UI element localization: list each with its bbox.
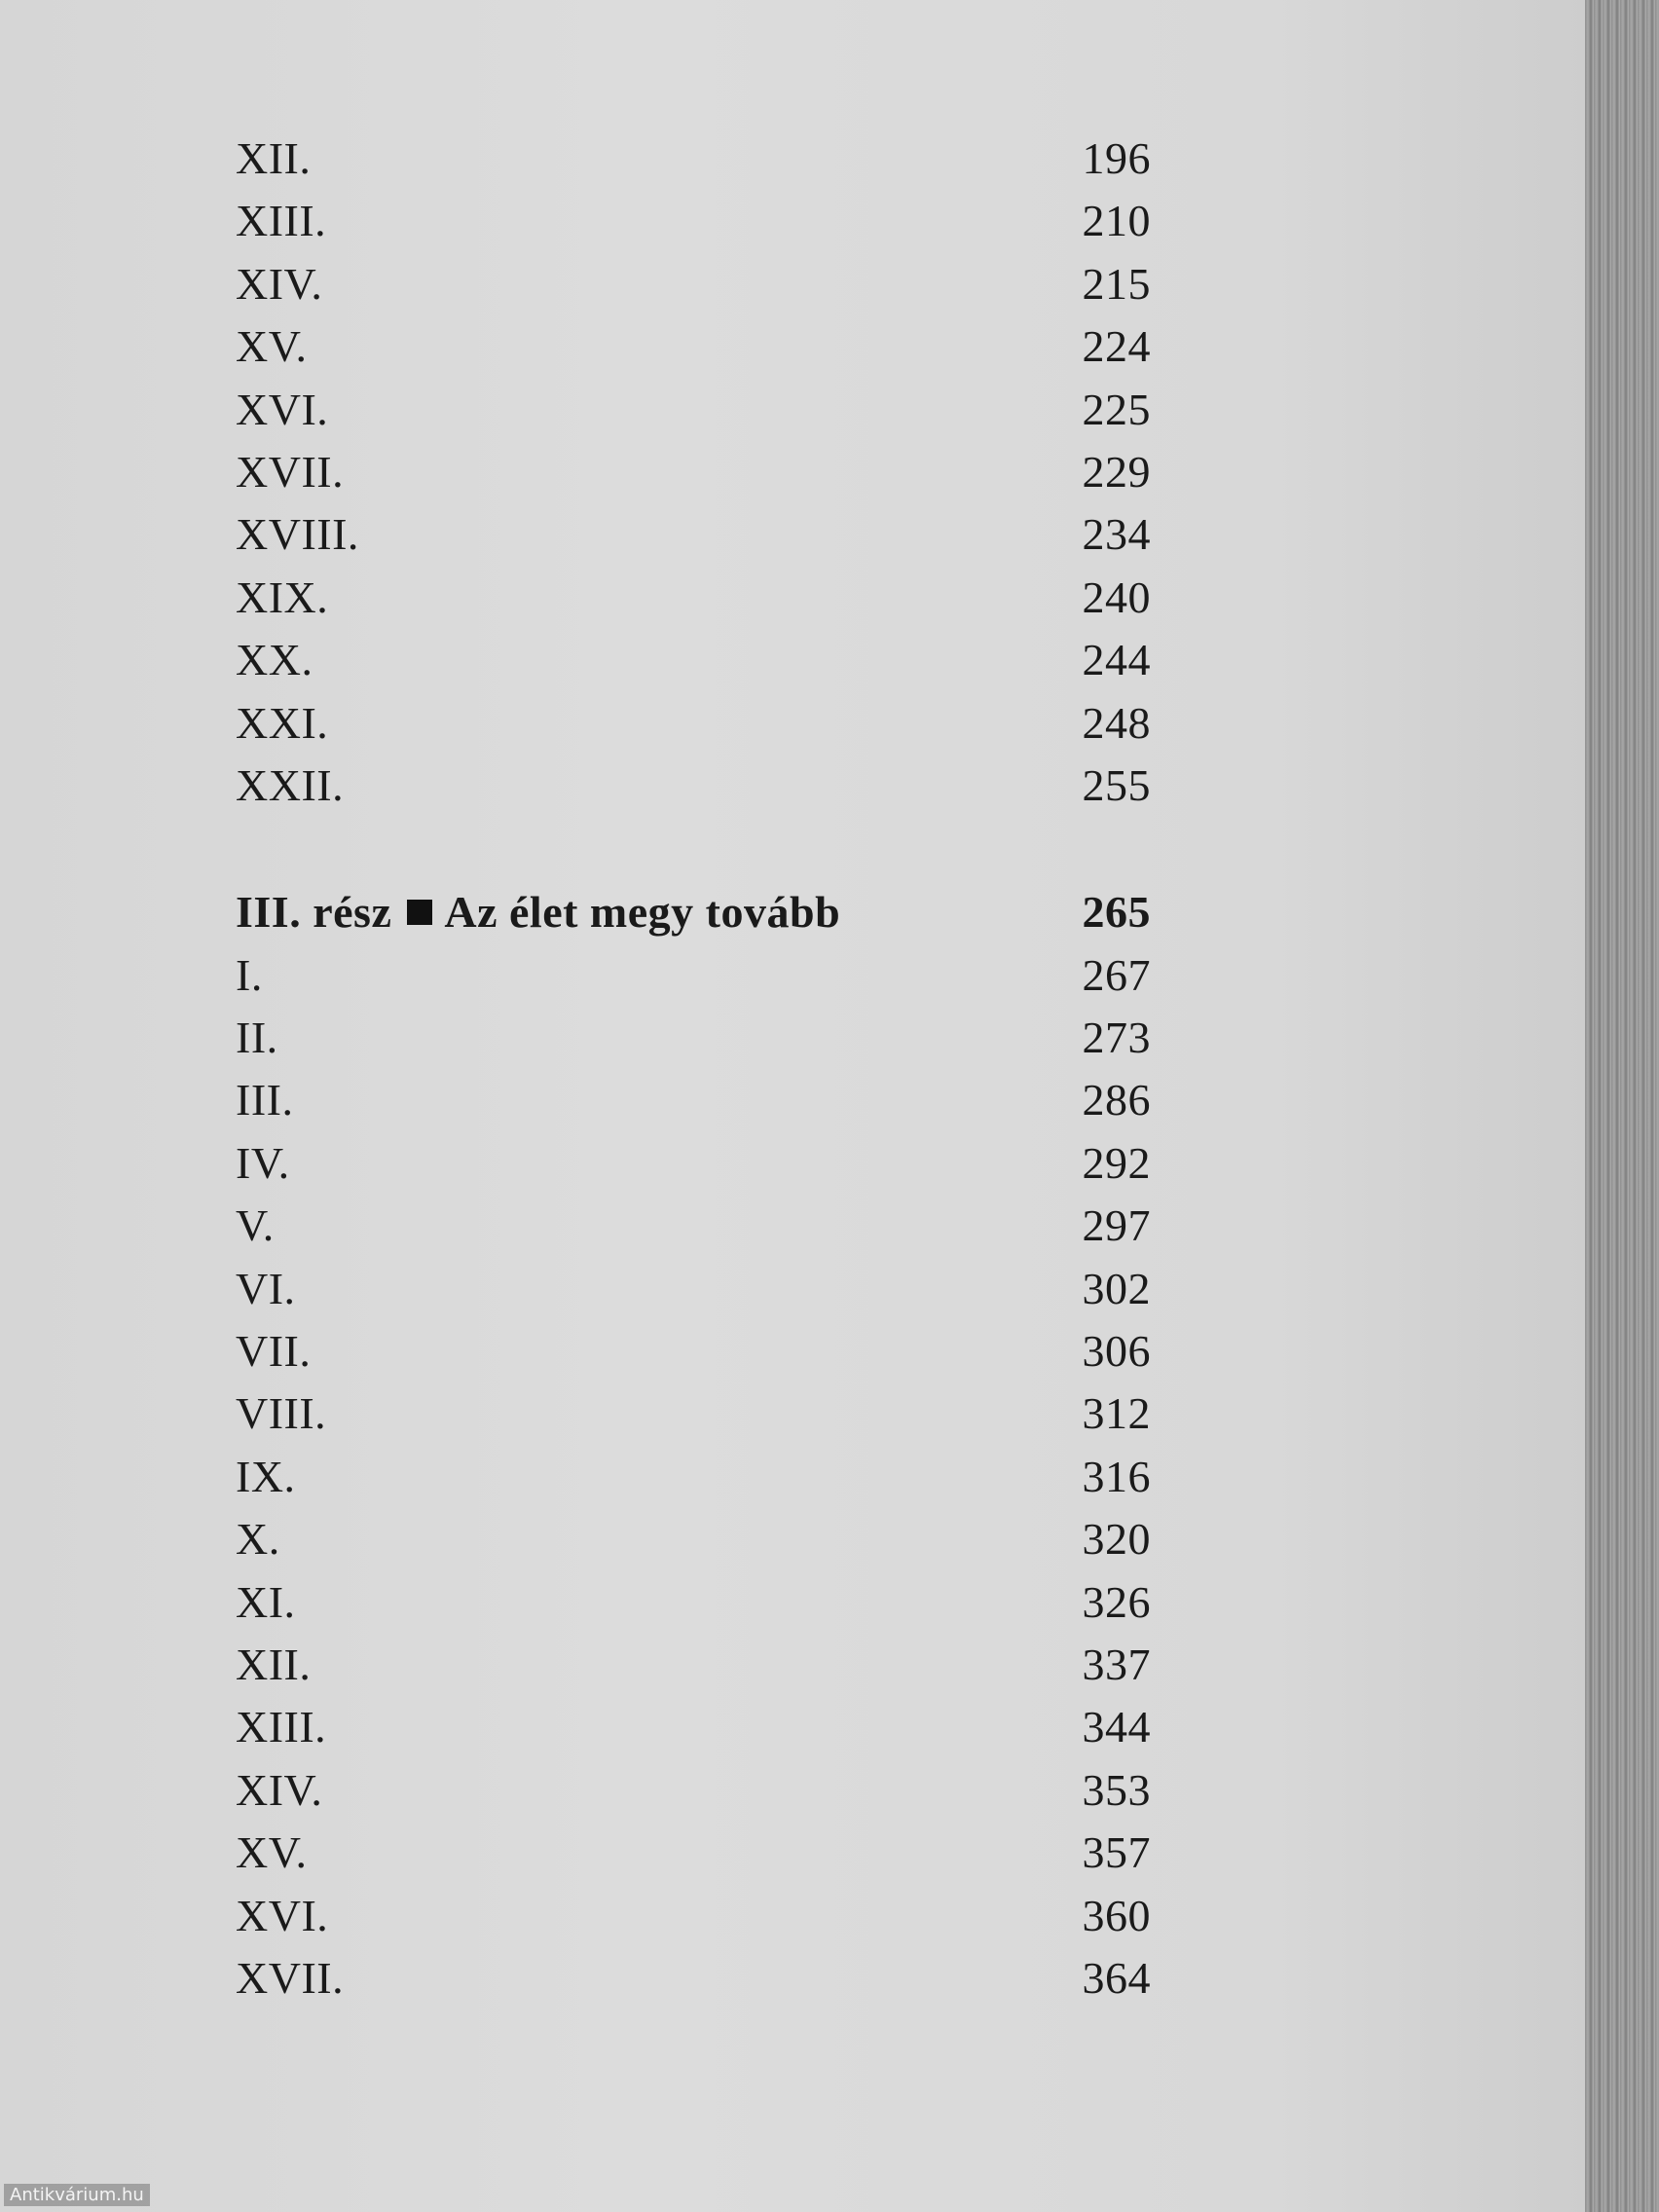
toc-entry <box>236 571 1151 634</box>
page-number: 326 <box>1082 1576 1151 1627</box>
toc-entry <box>236 1513 1151 1575</box>
page-number: 353 <box>1082 1764 1151 1815</box>
toc-entry <box>236 132 1151 195</box>
chapter-label: XV. <box>236 321 308 372</box>
chapter-label: XI. <box>236 1576 296 1627</box>
chapter-label: III. <box>236 1075 294 1125</box>
page-number: 357 <box>1082 1827 1151 1878</box>
toc-entry <box>236 1137 1151 1199</box>
section-heading <box>236 886 840 938</box>
toc-entry <box>236 1576 1151 1639</box>
toc-list-before <box>236 132 1151 822</box>
chapter-label: XIII. <box>236 1702 327 1752</box>
toc-entry <box>236 1639 1151 1701</box>
page-number: 292 <box>1082 1137 1151 1188</box>
section-gap <box>236 822 1151 886</box>
chapter-label: V. <box>236 1200 275 1251</box>
section-title: Az élet megy tovább <box>444 887 841 938</box>
toc-entry <box>236 258 1151 320</box>
page-number: 267 <box>1082 949 1151 1000</box>
page-number: 286 <box>1082 1075 1151 1125</box>
page-number: 196 <box>1082 133 1151 183</box>
toc-entry <box>236 697 1151 759</box>
page-number: 273 <box>1082 1013 1151 1063</box>
table-of-contents <box>236 132 1151 2014</box>
chapter-label: IV. <box>236 1137 290 1188</box>
page-number: 255 <box>1082 759 1151 810</box>
page-number: 337 <box>1082 1639 1151 1689</box>
chapter-label: II. <box>236 1013 278 1063</box>
toc-entry <box>236 320 1151 383</box>
page-number: 248 <box>1082 697 1151 748</box>
page-number: 364 <box>1082 1952 1151 2003</box>
toc-entry <box>236 1701 1151 1763</box>
page-edge-stack <box>1585 0 1659 2212</box>
chapter-label: XIV. <box>236 258 323 309</box>
chapter-label: XIII. <box>236 196 327 246</box>
toc-entry <box>236 384 1151 446</box>
chapter-label: XVIII. <box>236 509 359 560</box>
toc-entry <box>236 195 1151 257</box>
toc-entry <box>236 1325 1151 1387</box>
chapter-label: XXI. <box>236 697 329 748</box>
page-number: 224 <box>1082 321 1151 372</box>
chapter-label: VI. <box>236 1263 296 1313</box>
toc-entry <box>236 1890 1151 1952</box>
section-part: III. rész <box>236 887 392 938</box>
page-number: 210 <box>1082 196 1151 246</box>
page-number: 312 <box>1082 1388 1151 1439</box>
section-page-number: 265 <box>1082 887 1151 938</box>
toc-entry <box>236 446 1151 508</box>
chapter-label: XVII. <box>236 1952 345 2003</box>
chapter-label: XX. <box>236 635 313 685</box>
toc-entry <box>236 1764 1151 1826</box>
toc-entry <box>236 1074 1151 1136</box>
toc-entry <box>236 1826 1151 1889</box>
toc-entry <box>236 949 1151 1012</box>
chapter-label: IX. <box>236 1451 296 1501</box>
toc-entry <box>236 634 1151 696</box>
page-number: 316 <box>1082 1451 1151 1501</box>
page-number: 297 <box>1082 1200 1151 1251</box>
toc-entry <box>236 759 1151 822</box>
page-number: 360 <box>1082 1890 1151 1940</box>
toc-entry <box>236 1012 1151 1074</box>
chapter-label: VIII. <box>236 1388 327 1439</box>
toc-list-after <box>236 949 1151 2015</box>
page-number: 240 <box>1082 571 1151 622</box>
chapter-label: XII. <box>236 1639 312 1689</box>
page-number: 302 <box>1082 1263 1151 1313</box>
chapter-label: XVI. <box>236 384 329 434</box>
page-number: 320 <box>1082 1514 1151 1565</box>
toc-entry <box>236 1952 1151 2014</box>
chapter-label: XIV. <box>236 1764 323 1815</box>
chapter-label: I. <box>236 949 263 1000</box>
toc-entry <box>236 1451 1151 1513</box>
toc-entry <box>236 508 1151 571</box>
chapter-label: XVI. <box>236 1890 329 1940</box>
page-number: 244 <box>1082 635 1151 685</box>
toc-entry <box>236 1263 1151 1325</box>
toc-entry <box>236 1199 1151 1262</box>
chapter-label: XV. <box>236 1827 308 1878</box>
toc-entry <box>236 1387 1151 1450</box>
page-number: 344 <box>1082 1702 1151 1752</box>
chapter-label: XXII. <box>236 759 345 810</box>
page-number: 234 <box>1082 509 1151 560</box>
chapter-label: XVII. <box>236 446 345 497</box>
page-number: 229 <box>1082 446 1151 497</box>
chapter-label: VII. <box>236 1326 312 1377</box>
chapter-label: XII. <box>236 133 312 183</box>
watermark: Antikvárium.hu <box>4 2184 150 2206</box>
page-number: 225 <box>1082 384 1151 434</box>
page-number: 215 <box>1082 258 1151 309</box>
section-heading-row <box>236 886 1151 948</box>
square-bullet-icon <box>407 900 432 925</box>
chapter-label: X. <box>236 1514 280 1565</box>
page-number: 306 <box>1082 1326 1151 1377</box>
chapter-label: XIX. <box>236 571 329 622</box>
